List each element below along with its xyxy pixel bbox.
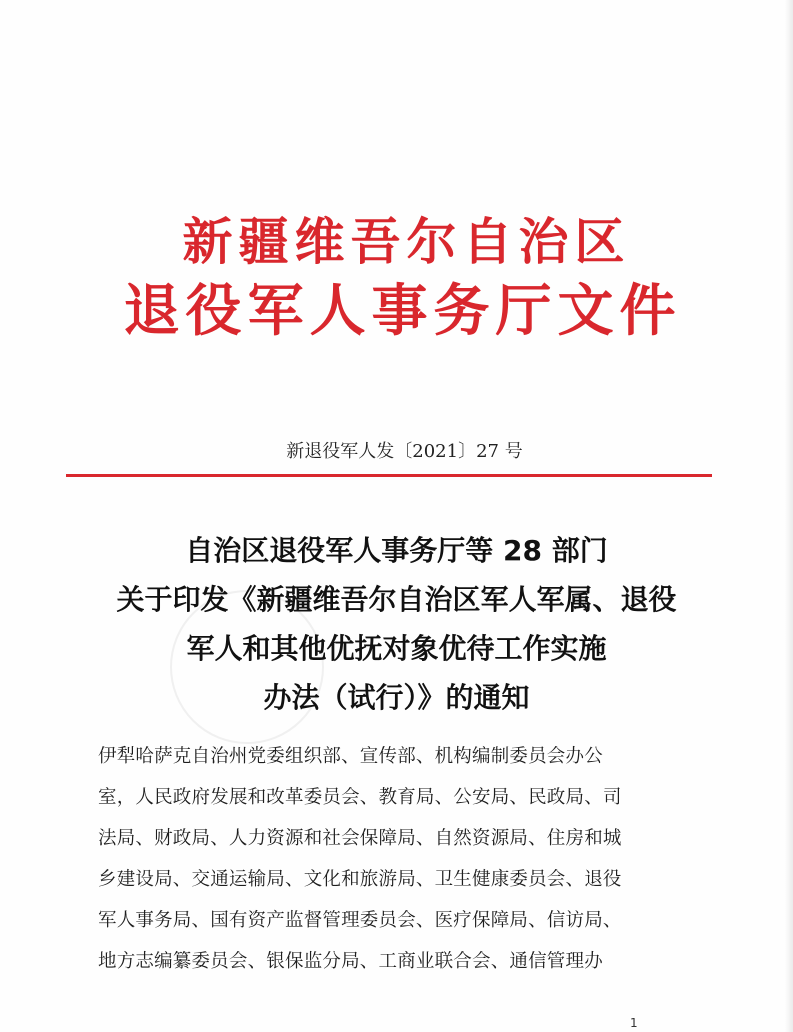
body-line: 法局、财政局、人力资源和社会保障局、自然资源局、住房和城 — [98, 828, 622, 849]
title-line: 办法（试行）》的通知 — [263, 681, 530, 714]
body-line: 伊犁哈萨克自治州党委组织部、宣传部、机构编制委员会办公 — [98, 746, 603, 767]
document-title — [0, 526, 793, 722]
body-line: 军人事务局、国有资产监督管理委员会、医疗保障局、信访局、 — [98, 910, 622, 931]
page-edge-shadow — [785, 0, 793, 1032]
issuer-header-line1: 新疆维吾尔自治区 — [182, 212, 631, 271]
body-line: 地方志编纂委员会、银保监分局、工商业联合会、通信管理办 — [98, 951, 603, 972]
body-line: 室，人民政府发展和改革委员会、教育局、公安局、民政局、司 — [98, 787, 622, 808]
issuer-header-line2: 退役军人事务厅文件 — [123, 278, 682, 344]
document-number: 新退役军人发〔2021〕27 号 — [286, 441, 523, 462]
body-paragraph — [98, 736, 698, 982]
title-line: 关于印发《新疆维吾尔自治区军人军属、退役 — [116, 583, 677, 616]
title-line: 自治区退役军人事务厅等 28 部门 — [185, 534, 608, 567]
red-separator-line — [66, 474, 712, 477]
page-number: 1 — [630, 1016, 638, 1030]
body-line: 乡建设局、交通运输局、文化和旅游局、卫生健康委员会、退役 — [98, 869, 622, 890]
title-line: 军人和其他优抚对象优待工作实施 — [186, 632, 607, 665]
